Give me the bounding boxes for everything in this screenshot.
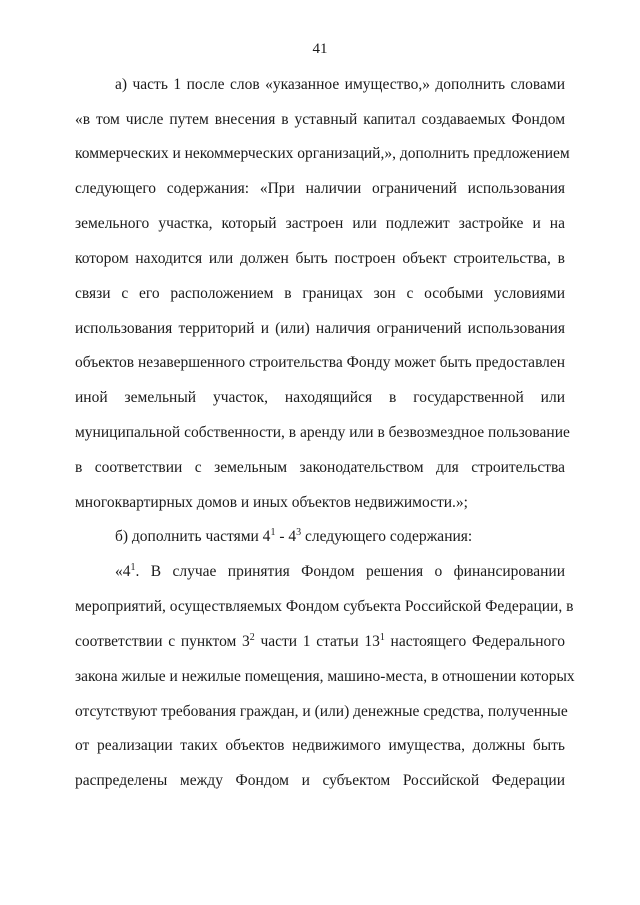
item-b-suffix: следующего содержания: [301,528,473,545]
part-4-1-sup: 1 [130,562,136,573]
page-number: 41 [312,41,328,57]
paragraph-line: коммерческих и некоммерческих организаций,», дополнить предложением [75,145,570,162]
paragraph-line: закона жилые и нежилые помещения, машино-места, в отношении которых [75,668,575,685]
item-b-mid: - 4 [275,528,297,545]
item-b-line [115,527,565,547]
paragraph-line: объектов незавершенного строительства Фонду может быть предоставлен [75,354,566,371]
paragraph-line: отсутствуют требования граждан, и (или) денежные средства, полученные [75,703,568,720]
paragraph-line: иной земельный участок, находящийся в государственной или [75,389,565,406]
paragraph-line: земельного участка, который застроен или подлежит застройке и на [75,215,565,232]
paragraph-line: котором находится или должен быть построен объект строительства, в [75,250,565,267]
paragraph-line: а) часть 1 после слов «указанное имущество,» дополнить словами [115,76,565,93]
line3-part-a: соответствии с пунктом 3 [75,633,250,650]
paragraph-line: следующего содержания: «При наличии ограничений использования [75,180,565,197]
paragraph-line: распределены между Фондом и субъектом Российской Федерации [75,772,565,789]
paragraph-line: мероприятий, осуществляемых Фондом субъекта Российской Федерации, в [75,598,574,615]
item-b-sup-1: 1 [270,527,276,538]
line3-part-c: настоящего Федерального [384,633,565,650]
part-4-1-suffix: . В случае принятия Фондом решения о финансировании [135,563,565,580]
paragraph-line: от реализации таких объектов недвижимого имущества, должны быть [75,737,565,754]
line3-sup-1: 2 [249,632,255,643]
paragraph-line: многоквартирных домов и иных объектов недвижимости.»; [75,494,468,511]
paragraph-line: муниципальной собственности, в аренду или в безвозмездное пользование [75,424,570,441]
item-b-sup-2: 3 [296,527,302,538]
paragraph-line: в соответствии с земельным законодательством для строительства [75,459,565,476]
paragraph-line: связи с его расположением в границах зон с особыми условиями [75,285,565,302]
part-4-1-line [115,562,565,582]
line3-sup-2: 1 [379,632,385,643]
paragraph-line: использования территорий и (или) наличия ограничений использования [75,320,565,337]
item-b-prefix: б) дополнить частями 4 [115,528,271,545]
part-4-1-prefix: «4 [115,563,131,580]
paragraph-line: «в том числе путем внесения в уставный капитал создаваемых Фондом [75,111,565,128]
line3-part-b: части 1 статьи 13 [254,633,380,650]
paragraph-line [75,632,565,652]
